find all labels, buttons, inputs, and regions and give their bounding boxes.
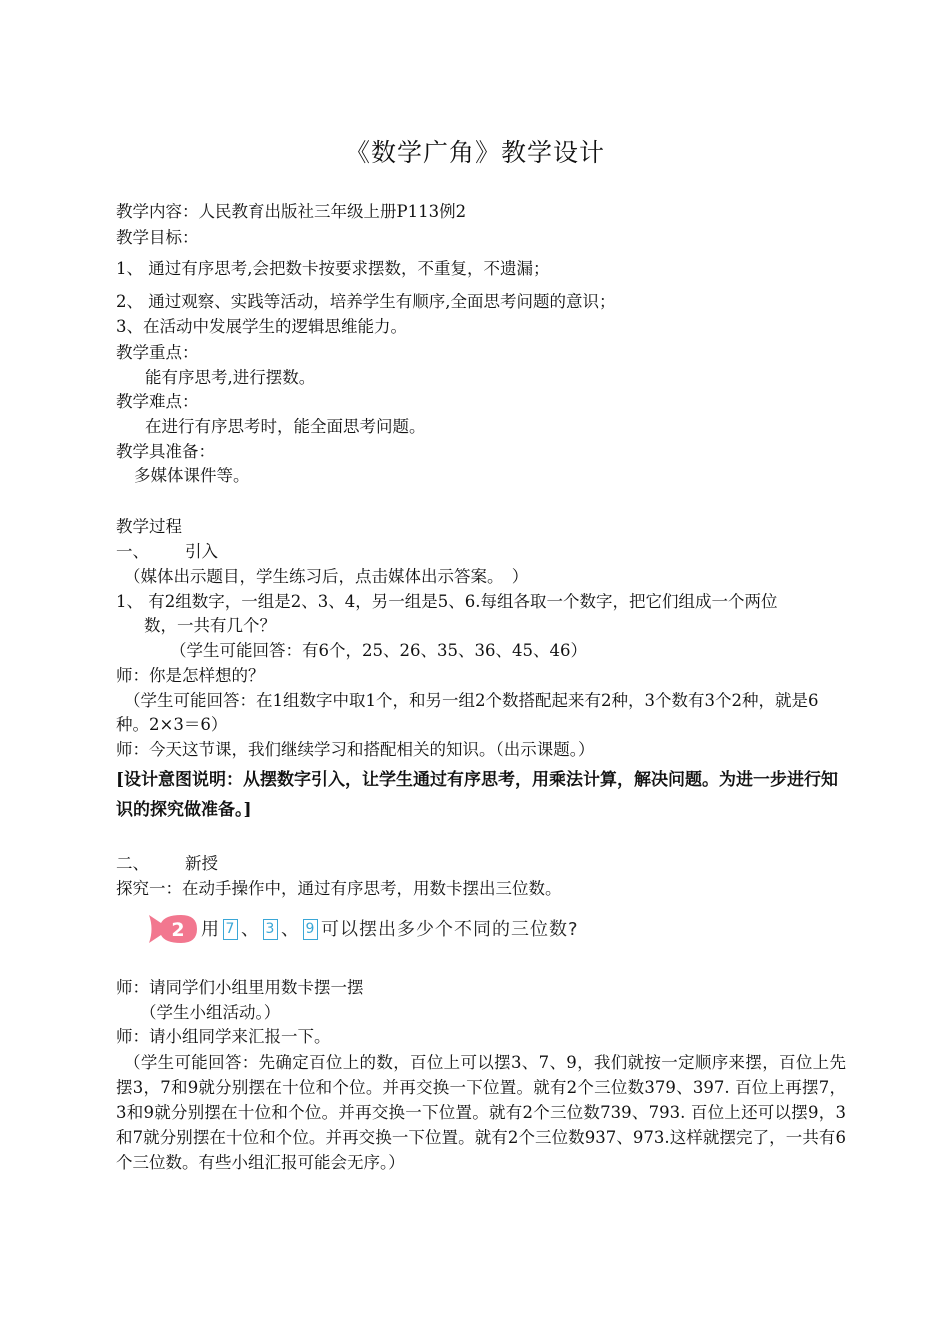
section-2-heading [116, 852, 846, 876]
key-text: 能有序思考,进行摆数。 [145, 368, 316, 387]
section-1-number: 一、 [116, 542, 149, 561]
section-1-question: 1、 有2组数字，一组是2、3、4，另一组是5、6.每组各取一个数字，把它们组成一个两位 [116, 592, 778, 611]
goal-3: 3、在活动中发展学生的逻辑思维能力。 [116, 317, 407, 336]
content-line: 教学内容：人民教育出版社三年级上册P113例2 [116, 202, 467, 221]
section-1-title: 引入 [185, 542, 218, 561]
section-1-answer-2: （学生可能回答：在1组数字中取1个，和另一组2个数搭配起来有2种，3个数有3个2种，就是6种。2×3＝6） [116, 691, 819, 734]
design-intent-note: [设计意图说明：从摆数字引入，让学生通过有序思考，用乘法计算，解决问题。为进一步进行知识的探究做准备。] [116, 770, 839, 820]
section-2-teacher-1: 师：请同学们小组里用数卡摆一摆 [116, 978, 364, 997]
number-card: 3 [263, 919, 278, 940]
section-2-answer: （学生可能回答：先确定百位上的数，百位上可以摆3、7、9，我们就按一定顺序来摆，百位上先摆3，7和9就分别摆在十位和个位。并再交换一下位置。就有2个三位数379、397. 百位上再摆7，3和9就分别摆在十位和个位。并再交换一下位置。就有2个三位数739、793. 百位上还可以摆9，3和7就分别摆在十位和个位。并再交换一下位置。就有2个三位数937、973.这样就摆完了，一共有6个三位数。有些小组汇报可能会无序。） [116, 1053, 846, 1172]
number-card: 7 [223, 919, 238, 940]
section-1-heading [116, 540, 846, 564]
goals-heading: 教学目标： [116, 228, 199, 247]
difficulty-text: 在进行有序思考时，能全面思考问题。 [145, 417, 426, 436]
process-heading: 教学过程 [116, 517, 182, 536]
section-1-question-cont: 数，一共有几个？ [144, 616, 276, 635]
difficulty-heading: 教学难点： [116, 392, 199, 411]
section-2-title: 新授 [185, 854, 218, 873]
prep-heading: 教学具准备： [116, 442, 215, 461]
section-1-teacher-question: 师：你是怎样想的？ [116, 666, 265, 685]
section-2-activity: （学生小组活动。） [140, 1003, 281, 1022]
fish-badge-icon [145, 911, 205, 947]
section-2-teacher-2: 师：请小组同学来汇报一下。 [116, 1027, 331, 1046]
section-1-answer: （学生可能回答：有6个，25、26、35、36、45、46） [170, 641, 587, 660]
number-card: 9 [303, 919, 318, 940]
key-heading: 教学重点： [116, 343, 199, 362]
example-problem-image [145, 908, 615, 952]
example-text [201, 915, 579, 941]
goal-1: 1、 通过有序思考,会把数卡按要求摆数，不重复，不遗漏； [116, 259, 550, 278]
example-prefix: 用 [201, 919, 220, 940]
example-suffix: 可以摆出多少个不同的三位数? [321, 919, 579, 940]
example-sep: 、 [281, 919, 300, 940]
page-title: 《数学广角》教学设计 [344, 138, 605, 167]
section-1-teacher-close: 师：今天这节课，我们继续学习和搭配相关的知识。（出示课题。） [116, 740, 595, 759]
explore-1: 探究一：在动手操作中，通过有序思考，用数卡摆出三位数。 [116, 879, 562, 898]
goal-2: 2、 通过观察、实践等活动，培养学生有顺序,全面思考问题的意识； [116, 292, 616, 311]
section-2-number: 二、 [116, 854, 149, 873]
example-sep: 、 [241, 919, 260, 940]
example-number: 2 [171, 919, 185, 941]
prep-text: 多媒体课件等。 [134, 466, 250, 485]
section-1-note: （媒体出示题目，学生练习后，点击媒体出示答案。 ） [124, 567, 529, 586]
